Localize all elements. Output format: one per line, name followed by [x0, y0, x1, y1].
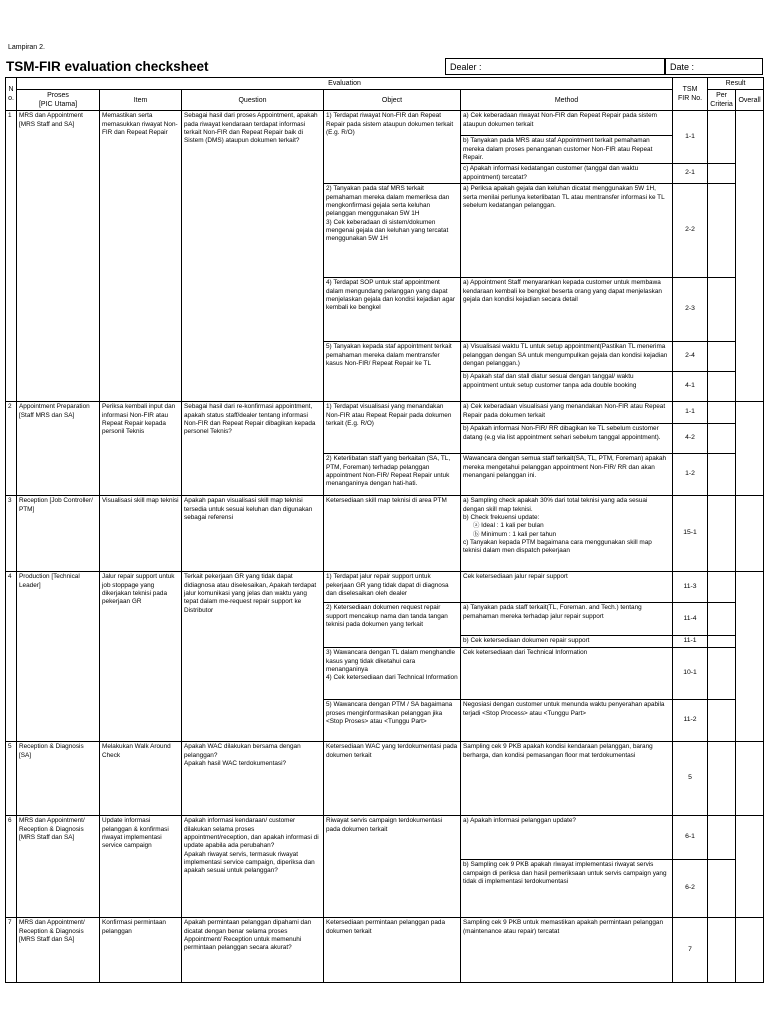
per-criteria-cell[interactable] [708, 636, 736, 648]
per-criteria-cell[interactable] [708, 700, 736, 742]
method-cell: a) Cek keberadaan visualisasi yang menandakan Non-FIR atau Repeat Repair pada dokumen terkait [461, 402, 673, 424]
date-field[interactable] [665, 58, 763, 75]
per-criteria-cell[interactable] [708, 342, 736, 372]
proses-cell: Appointment Preparation [Staff MRS dan SA] [17, 402, 100, 496]
row-number: 7 [6, 918, 17, 983]
method-cell: c) Apakah informasi kedatangan customer (tanggal dan waktu appointment) tercatat? [461, 164, 673, 184]
row-number: 4 [6, 572, 17, 742]
col-tsm-fir: TSM FIR No. [673, 78, 708, 111]
fir-number: 2-4 [673, 342, 708, 372]
col-per-criteria: Per Criteria [708, 90, 736, 111]
proses-cell: MRS dan Appointment/ Reception & Diagnosis [MRS Staff dan SA] [17, 918, 100, 983]
per-criteria-cell[interactable] [708, 454, 736, 496]
dealer-field[interactable] [445, 58, 665, 75]
question-cell: Sebagai hasil dari re-konfirmasi appointment, apakah status staff/dealer tentang informasi Non-FIR dan Repeat Repair dibagikan kepada personel Teknis? [182, 402, 324, 496]
fir-number: 4-2 [673, 424, 708, 454]
item-cell: Jalur repair support untuk job stoppage yang dikerjakan teknisi pada pekerjaan GR [100, 572, 182, 742]
overall-cell[interactable] [736, 402, 764, 496]
overall-cell[interactable] [736, 111, 764, 402]
per-criteria-cell[interactable] [708, 572, 736, 603]
proses-cell: Production [Technical Leader] [17, 572, 100, 742]
question-cell: Apakah permintaan pelanggan dipahami dan dicatat dengan benar selama proses Appointment/ Reception untuk memenuhi permintaan pelanggan secara akurat? [182, 918, 324, 983]
question-cell: Apakah WAC dilakukan bersama dengan pelanggan? Apakah hasil WAC terdokumentasi? [182, 742, 324, 816]
fir-number: 6-2 [673, 860, 708, 918]
object-cell: Ketersediaan WAC yang terdokumentasi pada dokumen terkait [324, 742, 461, 816]
method-cell: a) Cek keberadaan riwayat Non-FIR dan Repeat Repair pada sistem ataupun dokumen terkait [461, 111, 673, 136]
col-overall: Overall [736, 90, 764, 111]
object-cell: 2) Ketersediaan dokumen request repair support mencakup nama dan tanda tangan teknisi pada dokumen yang terkait [324, 603, 461, 648]
per-criteria-cell[interactable] [708, 816, 736, 860]
method-cell: Wawancara dengan semua staff terkait(SA, TL, PTM, Foreman) apakah mereka mengetahui pelanggan appointment Non-FIR/ RR dan akan menangani pelanggan ini. [461, 454, 673, 496]
table-row [6, 918, 764, 983]
table-row [6, 111, 764, 136]
proses-cell: MRS dan Appointment/ Reception & Diagnosis [MRS Staff dan SA] [17, 816, 100, 918]
item-cell: Memastikan serta memasukkan riwayat Non-FIR dan Repeat Repair [100, 111, 182, 402]
object-cell: 4) Terdapat SOP untuk staf appointment dalam mengundang pelanggan yang dapat menjelaskan gejala dan kondisi kejadian agar kembali ke bengkel [324, 278, 461, 342]
method-cell: b) Apakah informasi Non-FIR/ RR dibagikan ke TL sebelum customer datang (e.g via list appointment sehari sebelum tanggal appointment). [461, 424, 673, 454]
fir-number: 11-1 [673, 636, 708, 648]
row-number: 6 [6, 816, 17, 918]
object-cell: 3) Wawancara dengan TL dalam menghandle kasus yang tidak diketahui cara menanganinya 4) Cek ketersediaan dari Technical Information [324, 648, 461, 700]
method-cell: a) Appointment Staff menyarankan kepada customer untuk membawa kendaraan kembali ke bengkel beserta orang yang dapat menjelaskan gejala dan kondisi kejadian secara detail [461, 278, 673, 342]
per-criteria-cell[interactable] [708, 184, 736, 278]
method-line: a) Sampling check apakah 30% dari total teknisi yang ada sesuai dengan skill map teknisi. [463, 497, 648, 513]
method-cell: b) Cek ketersediaan dokumen repair support [461, 636, 673, 648]
item-cell: Periksa kembali input dan informasi Non-FIR atau Repeat Repair kepada personil Teknis [100, 402, 182, 496]
method-cell: Cek ketersediaan dari Technical Information [461, 648, 673, 700]
object-cell: 5) Tanyakan kepada staf appointment terkait pemahaman mereka dalam mentransfer kasus Non-FIR/ Repeat Repair ke TL [324, 342, 461, 402]
fir-number: 11-3 [673, 572, 708, 603]
per-criteria-cell[interactable] [708, 860, 736, 918]
fir-number: 7 [673, 918, 708, 983]
page-title: TSM-FIR evaluation checksheet [6, 59, 209, 74]
col-item: Item [100, 90, 182, 111]
item-cell: Konfirmasi permintaan pelanggan [100, 918, 182, 983]
method-line: c) Tanyakan kepada PTM bagaimana cara menggunakan skill map teknisi dalam men dispatch pekerjaan [463, 538, 652, 555]
col-object: Object [324, 90, 461, 111]
per-criteria-cell[interactable] [708, 278, 736, 342]
question-cell: Terkait pekerjaan GR yang tidak dapat didiagnosa atau diselesaikan, Apakah terdapat jalur komunikasi yang jelas dan waktu yang tepat dalam me-request repair support ke Distributor [182, 572, 324, 742]
table-row [6, 742, 764, 816]
method-cell: a) Apakah informasi pelanggan update? [461, 816, 673, 860]
object-cell: 1) Terdapat riwayat Non-FIR dan Repeat Repair pada sistem ataupun dokumen terkait (E.g. R/O) [324, 111, 461, 184]
per-criteria-cell[interactable] [708, 742, 736, 816]
col-question: Question [182, 90, 324, 111]
attachment-label: Lampiran 2. [8, 44, 45, 51]
method-cell: Negosiasi dengan customer untuk menunda waktu penyerahan apabila terjadi <Stop Process> atau <Tunggu Part> [461, 700, 673, 742]
date-label: Date : [670, 62, 695, 72]
method-cell: b) Tanyakan pada MRS atau staf Appointment terkait pemahaman mereka dalam proses penanganan customer Non-FIR atau Repeat Repair. [461, 136, 673, 164]
overall-cell[interactable] [736, 918, 764, 983]
item-cell: Melakukan Walk Around Check [100, 742, 182, 816]
item-cell: Visualisasi skill map teknisi [100, 496, 182, 572]
overall-cell[interactable] [736, 572, 764, 742]
table-row [6, 816, 764, 860]
method-cell: a) Visualisasi waktu TL untuk setup appointment(Pastikan TL menerima pelanggan dengan SA untuk mengumpulkan gejala dan kondisi kejadian dengan pelanggan.) [461, 342, 673, 372]
col-method: Method [461, 90, 673, 111]
object-cell: 2) Tanyakan pada staf MRS terkait pemahaman mereka dalam memeriksa dan mengkonfirmasi gejala serta keluhan pelanggan menggunakan 5W 1H 3) Cek keberadaan di sistem/dokumen mengenai gejala dan keluhan yang tercatat menggunakan 5W 1H [324, 184, 461, 278]
item-cell: Update informasi pelanggan & konfirmasi riwayat implementasi service campaign [100, 816, 182, 918]
table-row [6, 402, 764, 424]
fir-number: 1-1 [673, 402, 708, 424]
question-cell: Apakah papan visualisasi skill map teknisi tersedia untuk sesuai keluhan dan digunakan sebagai referensi [182, 496, 324, 572]
col-proses: Proses [PIC Utama] [17, 90, 100, 111]
proses-cell: MRS dan Appointment [MRS Staff and SA] [17, 111, 100, 402]
question-cell: Sebagai hasil dari proses Appointment, apakah pada riwayat kendaraan terdapat informasi terkait Non-FIR dan Repeat Repair baik di Sistem (DMS) ataupun dokumen terkait? [182, 111, 324, 402]
fir-number: 2-3 [673, 278, 708, 342]
overall-cell[interactable] [736, 742, 764, 816]
fir-number: 1-1 [673, 111, 708, 164]
row-number: 5 [6, 742, 17, 816]
method-cell: a) Periksa apakah gejala dan keluhan dicatat menggunakan 5W 1H, serta menilai perlunya keterlibatan TL atau mentransfer informasi ke TL sebelum kedatangan pelanggan. [461, 184, 673, 278]
per-criteria-cell[interactable] [708, 424, 736, 454]
fir-number: 6-1 [673, 816, 708, 860]
overall-cell[interactable] [736, 496, 764, 572]
fir-number: 4-1 [673, 372, 708, 402]
method-cell: a) Tanyakan pada staff terkait(TL, Foreman. and Tech.) tentang pemahaman mereka terhadap jalur repair support [461, 603, 673, 636]
col-result: Result [708, 78, 764, 90]
table-row [6, 496, 764, 572]
fir-number: 10-1 [673, 648, 708, 700]
per-criteria-cell[interactable] [708, 603, 736, 636]
method-cell: Cek ketersediaan jalur repair support [461, 572, 673, 603]
per-criteria-cell[interactable] [708, 402, 736, 424]
per-criteria-cell[interactable] [708, 111, 736, 164]
dealer-label: Dealer : [450, 62, 482, 72]
proses-cell: Reception [Job Controller/ PTM] [17, 496, 100, 572]
fir-number: 11-4 [673, 603, 708, 636]
proses-cell: Reception & Diagnosis [SA] [17, 742, 100, 816]
row-number: 1 [6, 111, 17, 402]
fir-number: 2-1 [673, 164, 708, 184]
object-cell: Riwayat servis campaign terdokumentasi pada dokumen terkait [324, 816, 461, 918]
row-number: 3 [6, 496, 17, 572]
fir-number: 5 [673, 742, 708, 816]
method-cell: Sampling cek 9 PKB apakah kondisi kendaraan pelanggan, barang berharga, dan kondisi pemasangan floor mat terdokumentasi [461, 742, 673, 816]
method-cell: b) Apakah staf dan stall diatur sesuai dengan tanggal/ waktu appointment untuk setup customer tanpa ada double booking [461, 372, 673, 402]
fir-number: 2-2 [673, 184, 708, 278]
col-no: No. [6, 78, 17, 111]
object-cell: 1) Terdapat visualisasi yang menandakan Non-FIR atau Repeat Repair pada dokumen terkait (E.g. R/O) [324, 402, 461, 454]
evaluation-table [5, 77, 764, 983]
question-cell: Apakah informasi kendaraan/ customer dilakukan selama proses appointment/reception, dan apakah informasi di update apabila ada perubahan? Apakah riwayat servis, termasuk riwayat implementasi service campaign, diperiksa dan apakah sesuai untuk pelanggan? [182, 816, 324, 918]
per-criteria-cell[interactable] [708, 648, 736, 700]
overall-cell[interactable] [736, 816, 764, 918]
per-criteria-cell[interactable] [708, 164, 736, 184]
method-line: ⓑ Minimum : 1 kali per tahun [473, 530, 557, 538]
fir-number: 15-1 [673, 496, 708, 572]
per-criteria-cell[interactable] [708, 496, 736, 572]
fir-number: 11-2 [673, 700, 708, 742]
method-cell [461, 496, 673, 572]
object-cell: 5) Wawancara dengan PTM / SA bagaimana proses menginformasikan pelanggan jika <Stop Proses> atau <Tunggu Part> [324, 700, 461, 742]
object-cell: Ketersediaan skill map teknisi di area PTM [324, 496, 461, 572]
method-line: ⓐ Ideal : 1 kali per bulan [473, 522, 544, 530]
fir-number: 1-2 [673, 454, 708, 496]
object-cell: Ketersediaan permintaan pelanggan pada dokumen terkait [324, 918, 461, 983]
object-cell: 2) Keterlibatan staff yang berkaitan (SA, TL, PTM, Foreman) terhadap pelanggan appointment Non-FIR/ Repeat Repair untuk menanganinya dengan hati-hati. [324, 454, 461, 496]
method-cell: b) Sampling cek 9 PKB apakah riwayat implementasi riwayat servis campaign di periksa dan hasil pemeriksaan untuk servis campaign yang tidak di implementasi terdokumentasi [461, 860, 673, 918]
row-number: 2 [6, 402, 17, 496]
col-evaluation: Evaluation [17, 78, 673, 90]
method-line: b) Check frekuensi update: [463, 513, 540, 521]
object-cell: 1) Terdapat jalur repair support untuk pekerjaan GR yang tidak dapat di diagnosa dan diselesaikan oleh dealer [324, 572, 461, 603]
table-row [6, 572, 764, 603]
method-cell: Sampling cek 9 PKB untuk memastikan apakah permintaan pelanggan (maintenance atau repair) tercatat [461, 918, 673, 983]
per-criteria-cell[interactable] [708, 918, 736, 983]
per-criteria-cell[interactable] [708, 372, 736, 402]
